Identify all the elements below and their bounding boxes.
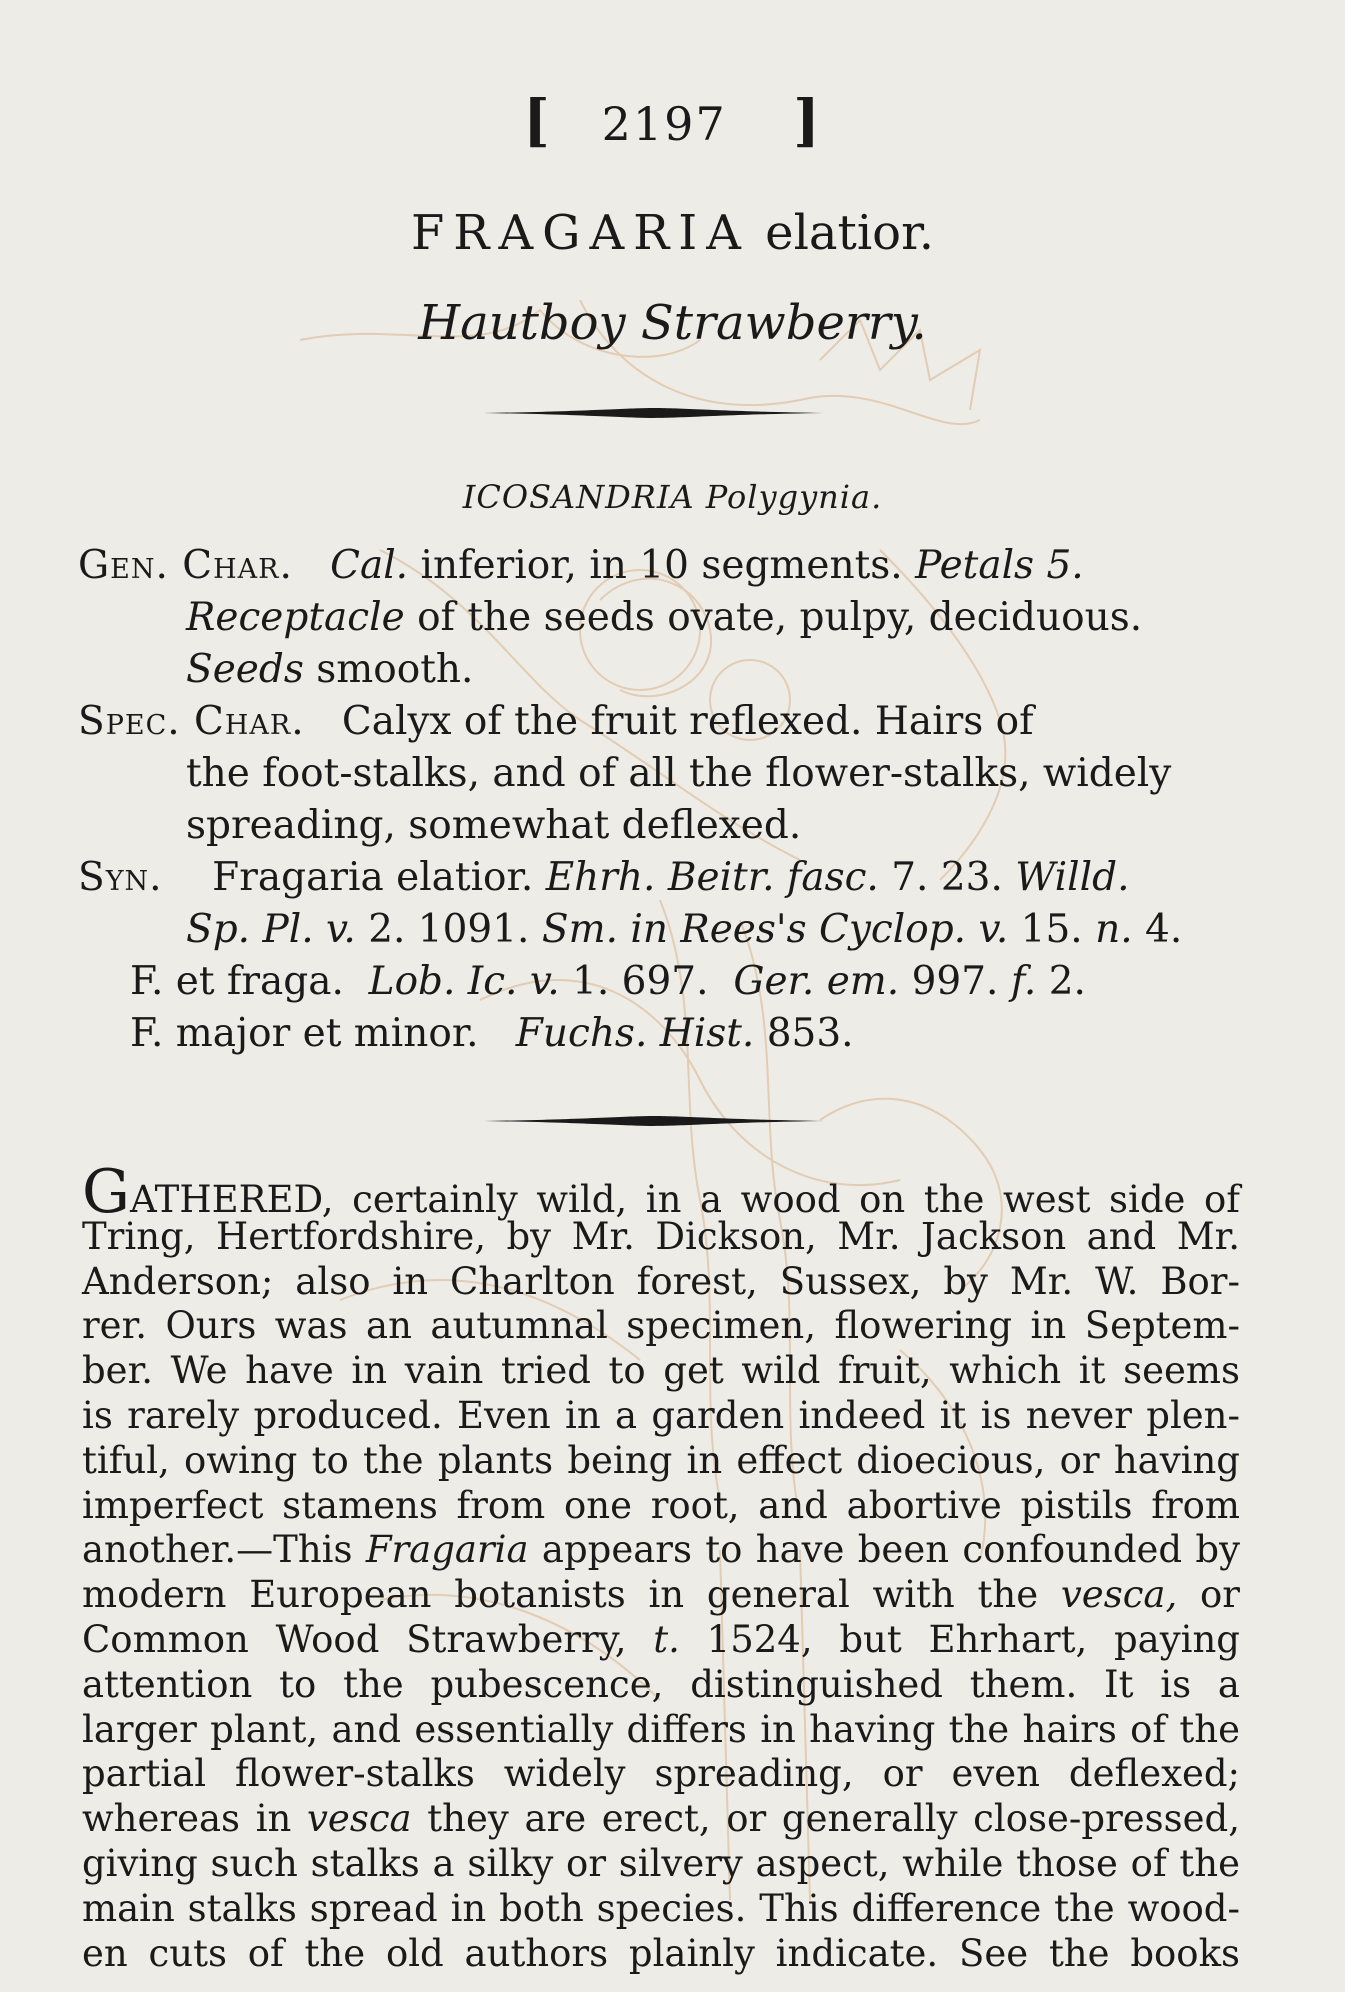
spec-char-text-1: Calyx of the fruit reflexed. Hairs of (341, 699, 1034, 744)
gen-char-label: Gen. Char. (78, 543, 293, 588)
syn-fuchs-number: 853. (766, 1011, 854, 1056)
body-line-1-text: ATHERED, certainly wild, in a wood on the west side of (129, 1178, 1240, 1221)
order-name: Polygynia. (705, 478, 883, 516)
syn-line-2 (186, 904, 1182, 956)
gen-char-receptacle: Receptacle (186, 595, 405, 640)
syn-line-4 (130, 1008, 854, 1060)
body-line-18: en cuts of the old authors plainly indicate. See the books (82, 1931, 1240, 1975)
body-line-9-fragaria: Fragaria (365, 1528, 529, 1572)
body-line-11-a: Common Wood Strawberry, (82, 1617, 627, 1661)
body-line-3: Anderson; also in Charlton forest, Sussex, by Mr. W. Bor- (82, 1259, 1240, 1303)
page-number-line (0, 88, 1345, 154)
gen-char-cal: Cal. (330, 543, 409, 588)
syn-sm-rees: Sm. in Rees's Cyclop. v. (541, 907, 1009, 952)
body-line-15-a: whereas in (82, 1797, 292, 1841)
syn-label: Syn. (78, 855, 163, 900)
species-epithet: elatior. (765, 205, 934, 261)
syn-f-number: 2. (1048, 959, 1086, 1004)
common-name: Hautboy Strawberry. (418, 295, 927, 351)
syn-ger-number: 997. (911, 959, 999, 1004)
syn-lob-number: 1. 697. (572, 959, 709, 1004)
right-bracket: ] (793, 88, 822, 154)
body-line-5: ber. We have in vain tried to get wild fruit, which it seems (82, 1349, 1240, 1393)
syn-ger-em: Ger. em. (733, 959, 900, 1004)
syn-sp-pl-number: 2. 1091. (368, 907, 530, 952)
syn-willd: Willd. (1015, 855, 1130, 900)
gen-char-seeds-text: smooth. (316, 647, 474, 692)
body-line-11 (82, 1618, 1240, 1663)
body-line-10 (82, 1573, 1240, 1618)
spec-char-label: Spec. Char. (78, 699, 305, 744)
spec-char-line-3: spreading, somewhat deflexed. (186, 803, 802, 848)
gen-char-seeds: Seeds (186, 647, 304, 692)
syn-lob-ic: Lob. Ic. v. (368, 959, 560, 1004)
genus-name: FRAGARIA (411, 205, 750, 261)
syn-rees-volume: 15. (1020, 907, 1083, 952)
syn-line-3 (130, 956, 1086, 1008)
body-line-13: larger plant, and essentially differs in having the hairs of the (82, 1707, 1240, 1751)
body-line-10-vesca: vesca, (1060, 1573, 1178, 1617)
gen-char-line-2 (186, 592, 1142, 644)
description-paragraph (82, 1157, 1240, 1976)
syn-et-fraga: F. et fraga. (130, 959, 344, 1004)
species-title (0, 205, 1345, 261)
body-line-11-c: 1524, but Ehrhart, paying (706, 1617, 1240, 1661)
syn-sp-pl: Sp. Pl. v. (186, 907, 356, 952)
syn-f: f. (1010, 959, 1037, 1004)
syn-line-1 (78, 852, 1129, 904)
body-line-16: giving such stalks a silky or silvery aspect, while those of the (82, 1841, 1240, 1885)
gen-char-receptacle-text: of the seeds ovate, pulpy, deciduous. (417, 595, 1143, 640)
page-number: 2197 (601, 97, 727, 151)
syn-fragaria-elatior: Fragaria elatior. (212, 855, 534, 900)
syn-major-minor: F. major et minor. (130, 1011, 479, 1056)
left-bracket: [ (523, 88, 552, 154)
gen-char-petals: Petals 5. (915, 543, 1084, 588)
body-line-10-c: or (1200, 1573, 1240, 1617)
drop-cap: G (82, 1157, 130, 1227)
body-line-9 (82, 1528, 1240, 1573)
gen-char-cal-text: inferior, in 10 segments. (420, 543, 903, 588)
spec-char-line-2: the foot-stalks, and of all the flower-stalks, widely (186, 751, 1172, 796)
classification (0, 478, 1345, 516)
syn-fuchs-hist: Fuchs. Hist. (515, 1011, 755, 1056)
body-line-2: Tring, Hertfordshire, by Mr. Dickson, Mr. Jackson and Mr. (82, 1214, 1240, 1258)
body-line-4: rer. Ours was an autumnal specimen, flowering in Septem- (82, 1304, 1240, 1348)
body-line-15 (82, 1797, 1240, 1842)
body-line-8: imperfect stamens from one root, and abortive pistils from (82, 1483, 1240, 1527)
body-line-7: tiful, owing to the plants being in effect dioecious, or having (82, 1438, 1240, 1482)
body-line-11-t: t. (653, 1617, 680, 1661)
body-line-6: is rarely produced. Even in a garden indeed it is never plen- (82, 1393, 1240, 1437)
gen-char-line-3 (186, 644, 473, 696)
body-line-14: partial flower-stalks widely spreading, or even deflexed; (82, 1752, 1240, 1796)
ornamental-rule-bottom (484, 1114, 824, 1128)
ornamental-rule-top (484, 406, 824, 420)
body-line-1 (82, 1157, 1240, 1227)
class-name: ICOSANDRIA (462, 478, 695, 516)
syn-ehrh-number: 7. 23. (891, 855, 1003, 900)
spec-char-line-1 (78, 696, 1034, 748)
syn-ehrh-ref: Ehrh. Beitr. fasc. (545, 855, 879, 900)
body-line-15-vesca: vesca (307, 1797, 412, 1841)
syn-n-number: 4. (1145, 907, 1183, 952)
body-line-10-a: modern European botanists in general with the (82, 1573, 1039, 1617)
body-line-9-c: appears to have been confounded by (541, 1528, 1240, 1572)
body-line-15-c: they are erect, or generally close-pressed, (427, 1797, 1240, 1841)
syn-n: n. (1095, 907, 1133, 952)
body-line-9-a: another.—This (82, 1528, 353, 1572)
body-line-17: main stalks spread in both species. This difference the wood- (82, 1886, 1240, 1930)
gen-char-line-1 (78, 540, 1084, 592)
body-line-12: attention to the pubescence, distinguished them. It is a (82, 1662, 1240, 1706)
